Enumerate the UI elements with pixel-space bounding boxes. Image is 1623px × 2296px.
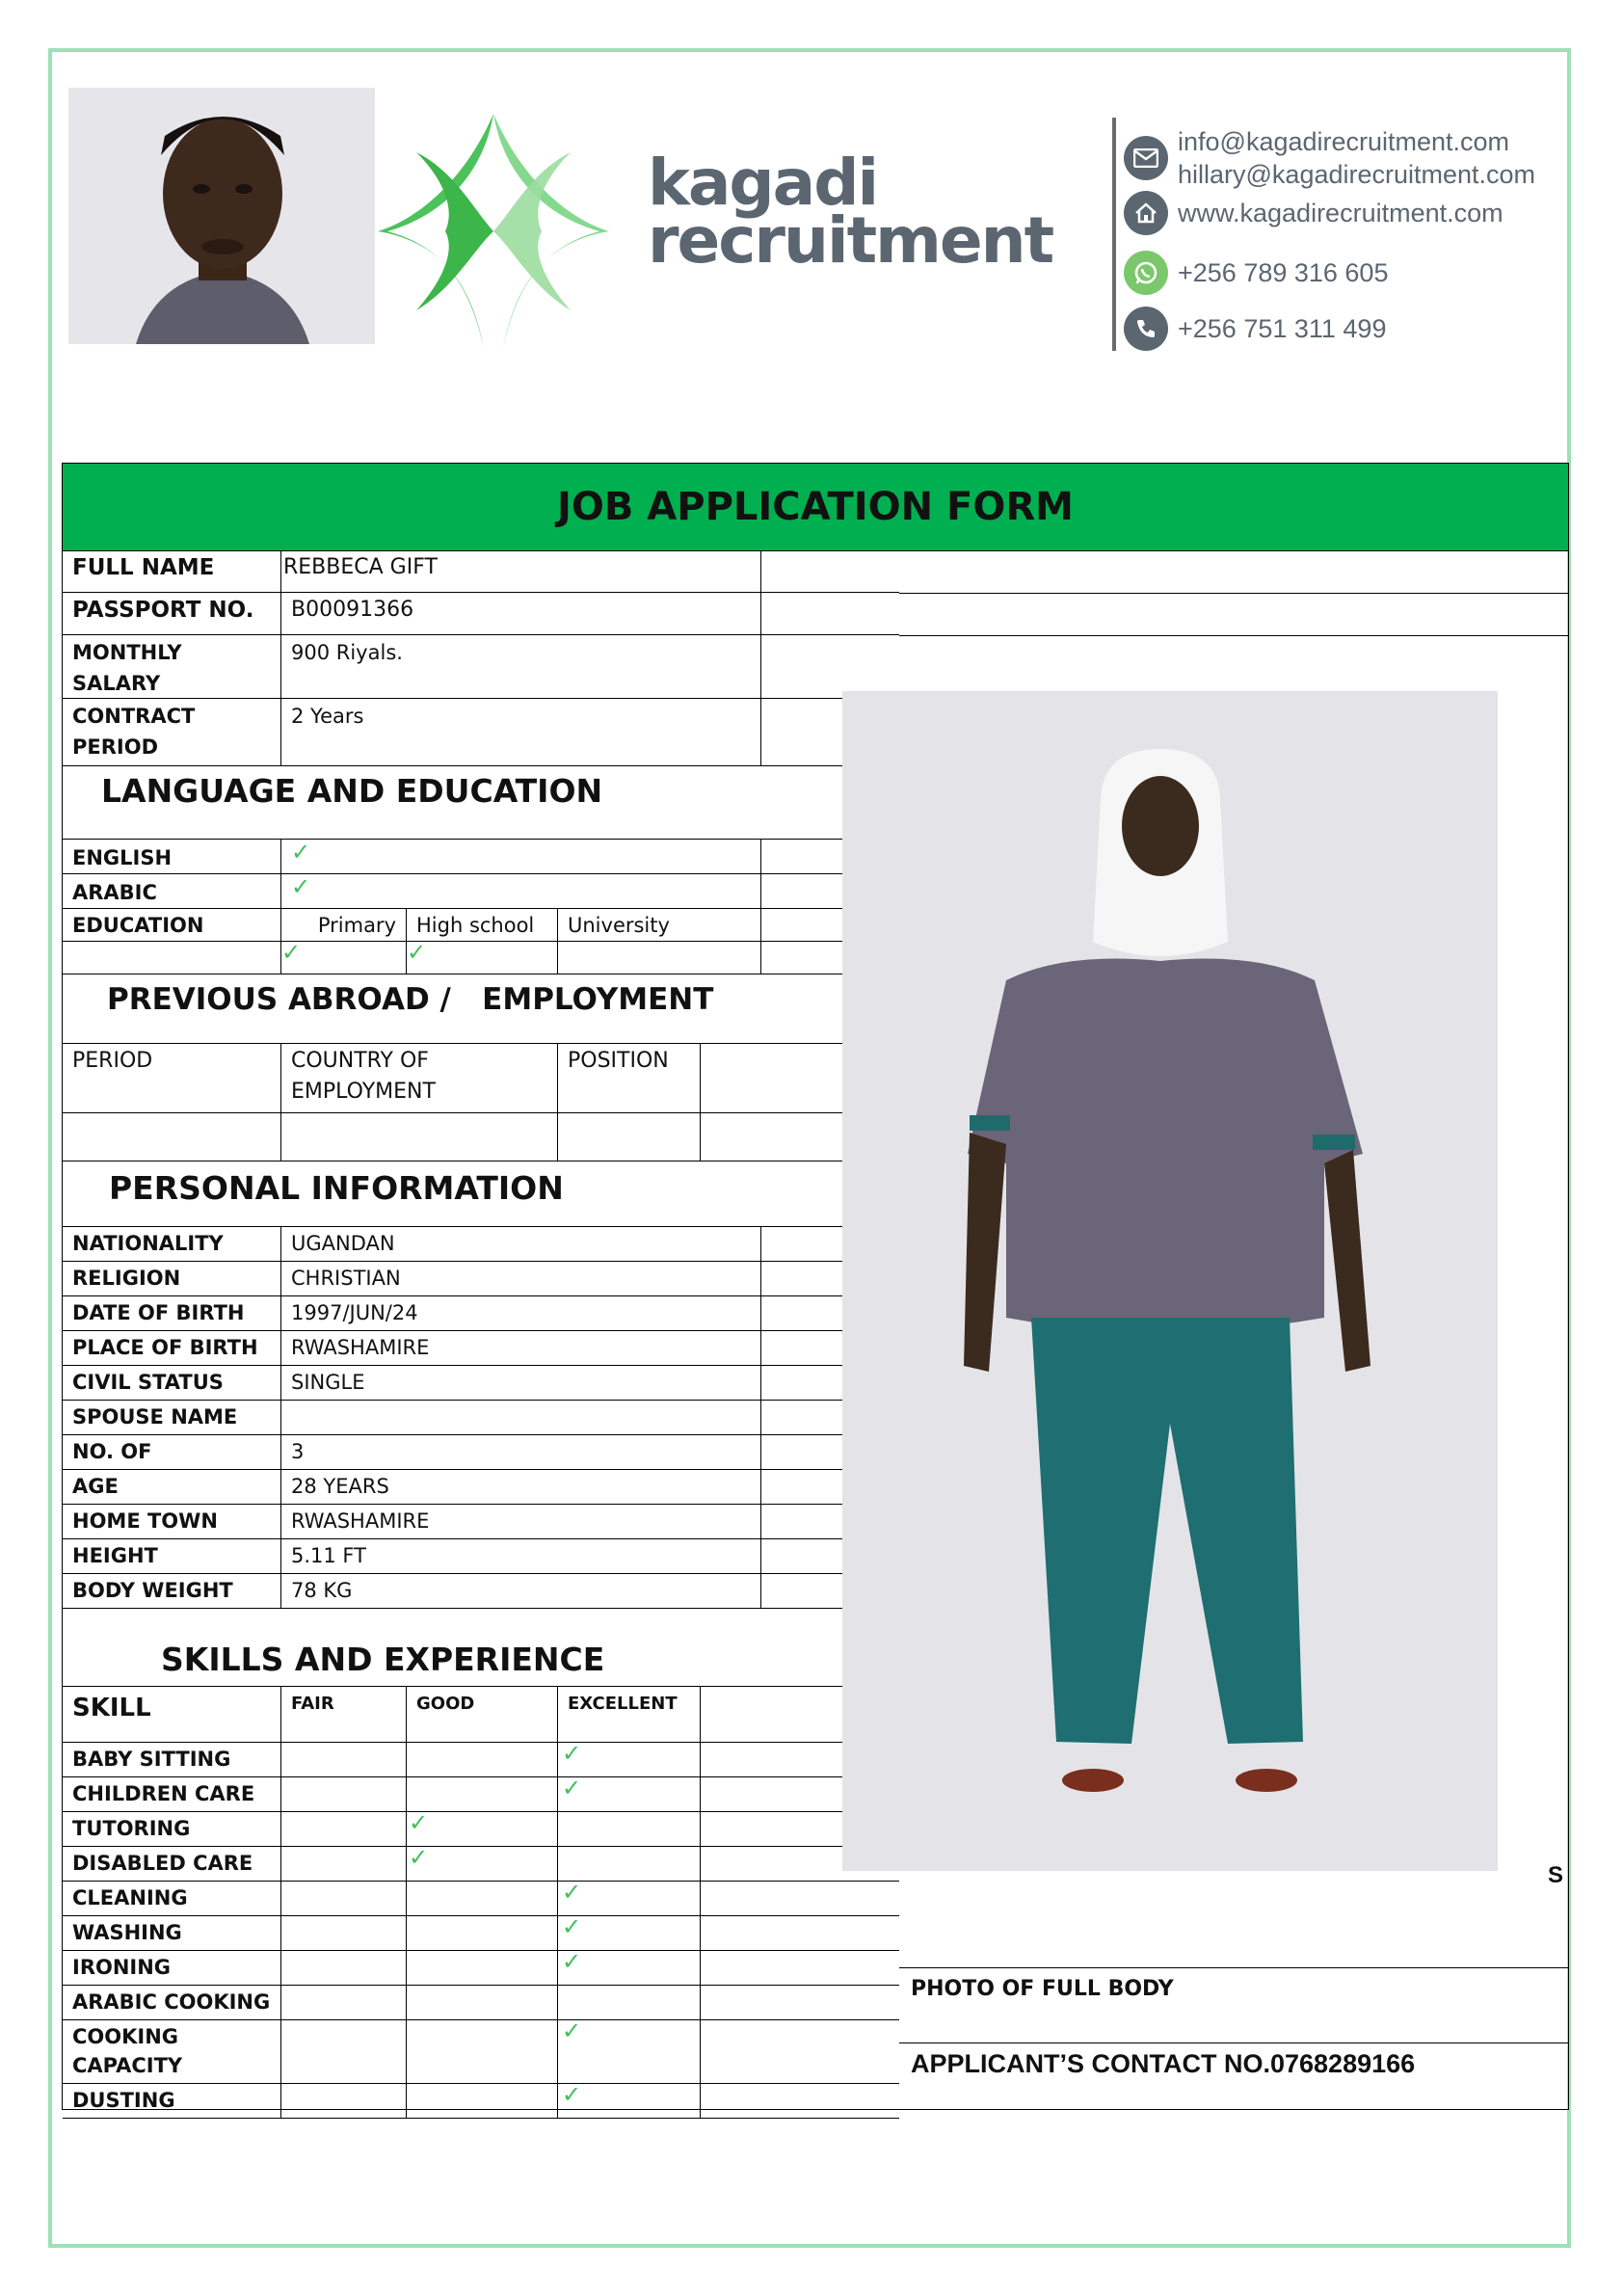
check-high-school[interactable]: ✓ — [407, 942, 558, 974]
row-english — [63, 840, 899, 874]
blank-cell — [701, 1882, 899, 1915]
education-high-school: High school — [407, 909, 558, 941]
section-title-language: LANGUAGE AND EDUCATION — [101, 772, 603, 810]
skill-row — [63, 1777, 899, 1812]
row-employment-blank — [63, 1113, 899, 1161]
blank-cell — [701, 2084, 899, 2118]
skill-good-cell[interactable] — [407, 1916, 558, 1950]
skill-good-cell[interactable]: ✓ — [407, 1812, 558, 1846]
row-arabic — [63, 874, 899, 909]
skill-fair-cell[interactable] — [281, 1916, 407, 1950]
applicant-full-body-photo — [842, 691, 1498, 1871]
value-contract[interactable]: 2 Years — [281, 699, 761, 765]
label-education: EDUCATION — [63, 909, 281, 941]
kagadi-logo-mark — [378, 114, 609, 349]
blank-cell — [701, 2020, 899, 2083]
value-salary[interactable]: 900 Riyals. — [281, 635, 761, 698]
envelope-icon — [1124, 136, 1168, 180]
label-english: ENGLISH — [63, 840, 281, 873]
right-divider — [899, 635, 1568, 636]
website-link[interactable]: www.kagadirecruitment.com — [1178, 199, 1503, 227]
label-passport: PASSPORT NO. — [63, 593, 281, 634]
brand-line-2: recruitment — [648, 203, 1053, 278]
blank-cell — [761, 635, 899, 698]
skill-label-divider — [63, 2020, 281, 2083]
skill-excellent-cell[interactable] — [558, 1847, 701, 1881]
stray-letter-s: S — [1548, 1862, 1564, 1888]
form-title: JOB APPLICATION FORM — [63, 464, 1568, 551]
skill-fair-cell[interactable] — [281, 1882, 407, 1915]
skill-fair-cell[interactable] — [281, 1847, 407, 1881]
personal-label: BODY WEIGHT — [63, 1574, 281, 1608]
whatsapp-icon — [1124, 251, 1168, 295]
row-education — [63, 909, 899, 942]
skill-fair-cell[interactable] — [281, 1812, 407, 1846]
blank-cell — [761, 593, 899, 634]
applicant-headshot-photo — [68, 88, 375, 344]
personal-value[interactable]: RWASHAMIRE — [281, 1505, 761, 1538]
value-passport[interactable]: B00091366 — [281, 593, 761, 634]
skill-fair-cell[interactable] — [281, 1951, 407, 1985]
header-position: POSITION — [558, 1044, 701, 1112]
right-divider — [899, 1967, 1568, 1968]
label-full-name: FULL NAME — [63, 550, 281, 592]
personal-label: PLACE OF BIRTH — [63, 1331, 281, 1365]
skill-row — [63, 1986, 899, 2020]
phone-icon — [1124, 307, 1168, 351]
section-employment — [63, 974, 899, 1044]
personal-row — [63, 1435, 899, 1470]
header-fair: FAIR — [281, 1687, 407, 1742]
section-skills — [63, 1637, 899, 1687]
personal-row — [63, 1227, 899, 1262]
skill-excellent-cell[interactable] — [558, 1986, 701, 2019]
personal-label: AGE — [63, 1470, 281, 1504]
photo-caption: PHOTO OF FULL BODY — [911, 1977, 1174, 2001]
personal-row — [63, 1262, 899, 1296]
personal-row — [63, 1296, 899, 1331]
check-university[interactable] — [558, 942, 761, 974]
skill-label: COOKING CAPACITY — [72, 2025, 183, 2077]
skill-fair-cell[interactable] — [281, 2020, 407, 2083]
skill-good-cell[interactable] — [407, 1777, 558, 1811]
education-primary: Primary — [281, 909, 407, 941]
personal-value[interactable]: 5.11 FT — [281, 1539, 761, 1573]
skill-label: DUSTING — [63, 2084, 281, 2118]
education-university: University — [558, 909, 761, 941]
employment-country-input[interactable] — [281, 1113, 558, 1161]
row-education-marks — [63, 942, 899, 974]
personal-value[interactable]: UGANDAN — [281, 1227, 761, 1261]
personal-row — [63, 1331, 899, 1366]
brand-line-1: kagadi — [648, 146, 878, 220]
row-passport — [63, 593, 899, 635]
skill-row — [63, 2084, 899, 2119]
skill-label: DISABLED CARE — [63, 1847, 281, 1881]
skill-fair-cell[interactable] — [281, 1986, 407, 2019]
blank-cell — [701, 1916, 899, 1950]
skill-good-cell[interactable] — [407, 1743, 558, 1776]
skill-fair-cell[interactable] — [281, 1743, 407, 1776]
email-contact — [1124, 125, 1535, 191]
personal-label: SPOUSE NAME — [63, 1401, 281, 1434]
personal-value[interactable]: 1997/JUN/24 — [281, 1296, 761, 1330]
blank-cell — [701, 1951, 899, 1985]
skill-label: TUTORING — [63, 1812, 281, 1846]
skill-label: ARABIC COOKING — [63, 1986, 281, 2019]
row-skill-headers — [63, 1687, 899, 1743]
skill-label: CHILDREN CARE — [63, 1777, 281, 1811]
label-arabic: ARABIC — [63, 874, 281, 908]
personal-value[interactable]: 28 YEARS — [281, 1470, 761, 1504]
applicant-contact-line[interactable]: APPLICANT’S CONTACT NO.0768289166 — [911, 2049, 1416, 2078]
personal-value[interactable]: 3 — [281, 1435, 761, 1469]
skill-excellent-cell[interactable] — [558, 1812, 701, 1846]
check-primary[interactable]: ✓ — [281, 942, 407, 974]
salary-label-divider — [63, 635, 281, 698]
skill-row — [63, 1847, 899, 1882]
email-2[interactable]: hillary@kagadirecruitment.com — [1178, 160, 1536, 189]
skill-excellent-cell[interactable]: ✓ — [558, 2020, 701, 2083]
skill-good-cell[interactable] — [407, 2020, 558, 2083]
contract-label-divider — [63, 699, 281, 765]
skill-good-cell[interactable] — [407, 1951, 558, 1985]
personal-row — [63, 1470, 899, 1505]
personal-label: RELIGION — [63, 1262, 281, 1295]
whatsapp-contact — [1124, 251, 1388, 295]
row-contract — [63, 699, 899, 766]
personal-value[interactable]: SINGLE — [281, 1366, 761, 1400]
skill-good-cell[interactable] — [407, 2084, 558, 2118]
whatsapp-number[interactable]: +256 789 316 605 — [1178, 258, 1389, 287]
employment-period-input[interactable] — [63, 1113, 281, 1161]
personal-row — [63, 1505, 899, 1539]
phone-contact — [1124, 307, 1386, 351]
blank-cell — [761, 550, 899, 592]
email-1[interactable]: info@kagadirecruitment.com — [1178, 127, 1510, 156]
skill-label: CLEANING — [63, 1882, 281, 1915]
personal-row — [63, 1574, 899, 1609]
personal-label: NATIONALITY — [63, 1227, 281, 1261]
kagadi-wordmark — [648, 146, 1053, 278]
section-language-education — [63, 766, 899, 840]
label-contract: CONTRACT PERIOD — [72, 705, 196, 759]
skill-good-cell[interactable] — [407, 1986, 558, 2019]
skill-fair-cell[interactable] — [281, 2084, 407, 2118]
personal-value[interactable]: RWASHAMIRE — [281, 1331, 761, 1365]
section-title-personal: PERSONAL INFORMATION — [109, 1169, 564, 1207]
row-employment-headers — [63, 1044, 899, 1113]
personal-label: CIVIL STATUS — [63, 1366, 281, 1400]
skill-row — [63, 1916, 899, 1951]
home-icon — [1124, 191, 1168, 235]
skill-label: BABY SITTING — [63, 1743, 281, 1776]
skill-row — [63, 1882, 899, 1916]
personal-row — [63, 1401, 899, 1435]
check-english[interactable]: ✓ — [281, 840, 761, 873]
value-full-name[interactable]: REBBECA GIFT — [281, 550, 761, 592]
header-good: GOOD — [407, 1687, 558, 1742]
skill-excellent-cell[interactable]: ✓ — [558, 1743, 701, 1776]
skill-good-cell[interactable] — [407, 1882, 558, 1915]
skill-excellent-cell[interactable]: ✓ — [558, 2084, 701, 2118]
section-personal — [63, 1161, 899, 1227]
row-full-name — [63, 550, 899, 593]
header-skill: SKILL — [63, 1687, 281, 1742]
header-period: PERIOD — [63, 1044, 281, 1112]
section-title-skills: SKILLS AND EXPERIENCE — [161, 1641, 605, 1678]
phone-number[interactable]: +256 751 311 499 — [1178, 314, 1387, 343]
header-country: COUNTRY OF EMPLOYMENT — [281, 1044, 558, 1112]
blank-cell — [701, 1986, 899, 2019]
personal-row — [63, 1539, 899, 1574]
label-salary: MONTHLY SALARY — [72, 641, 182, 695]
right-divider — [899, 2042, 1568, 2043]
skill-good-cell[interactable]: ✓ — [407, 1847, 558, 1881]
personal-label: HEIGHT — [63, 1539, 281, 1573]
personal-label: DATE OF BIRTH — [63, 1296, 281, 1330]
skill-row — [63, 2020, 899, 2084]
blank-cell — [63, 942, 281, 974]
skill-excellent-cell[interactable]: ✓ — [558, 1916, 701, 1950]
personal-value[interactable]: 78 KG — [281, 1574, 761, 1608]
header-divider — [1112, 118, 1116, 351]
header-excellent: EXCELLENT — [558, 1687, 701, 1742]
check-arabic[interactable]: ✓ — [281, 874, 761, 908]
row-salary — [63, 635, 899, 699]
personal-label: HOME TOWN — [63, 1505, 281, 1538]
skill-excellent-cell[interactable]: ✓ — [558, 1882, 701, 1915]
skill-fair-cell[interactable] — [281, 1777, 407, 1811]
skill-row — [63, 1743, 899, 1777]
website-contact — [1124, 191, 1503, 235]
skill-label: WASHING — [63, 1916, 281, 1950]
employment-position-input[interactable] — [558, 1113, 701, 1161]
skill-excellent-cell[interactable]: ✓ — [558, 1951, 701, 1985]
personal-value[interactable]: CHRISTIAN — [281, 1262, 761, 1295]
personal-value[interactable] — [281, 1401, 761, 1434]
skill-label: IRONING — [63, 1951, 281, 1985]
skill-excellent-cell[interactable]: ✓ — [558, 1777, 701, 1811]
right-divider — [899, 593, 1568, 594]
skill-row — [63, 1812, 899, 1847]
personal-label: NO. OF — [63, 1435, 281, 1469]
personal-row — [63, 1366, 899, 1401]
section-title-employment: PREVIOUS ABROAD / EMPLOYMENT — [107, 982, 714, 1017]
skill-row — [63, 1951, 899, 1986]
